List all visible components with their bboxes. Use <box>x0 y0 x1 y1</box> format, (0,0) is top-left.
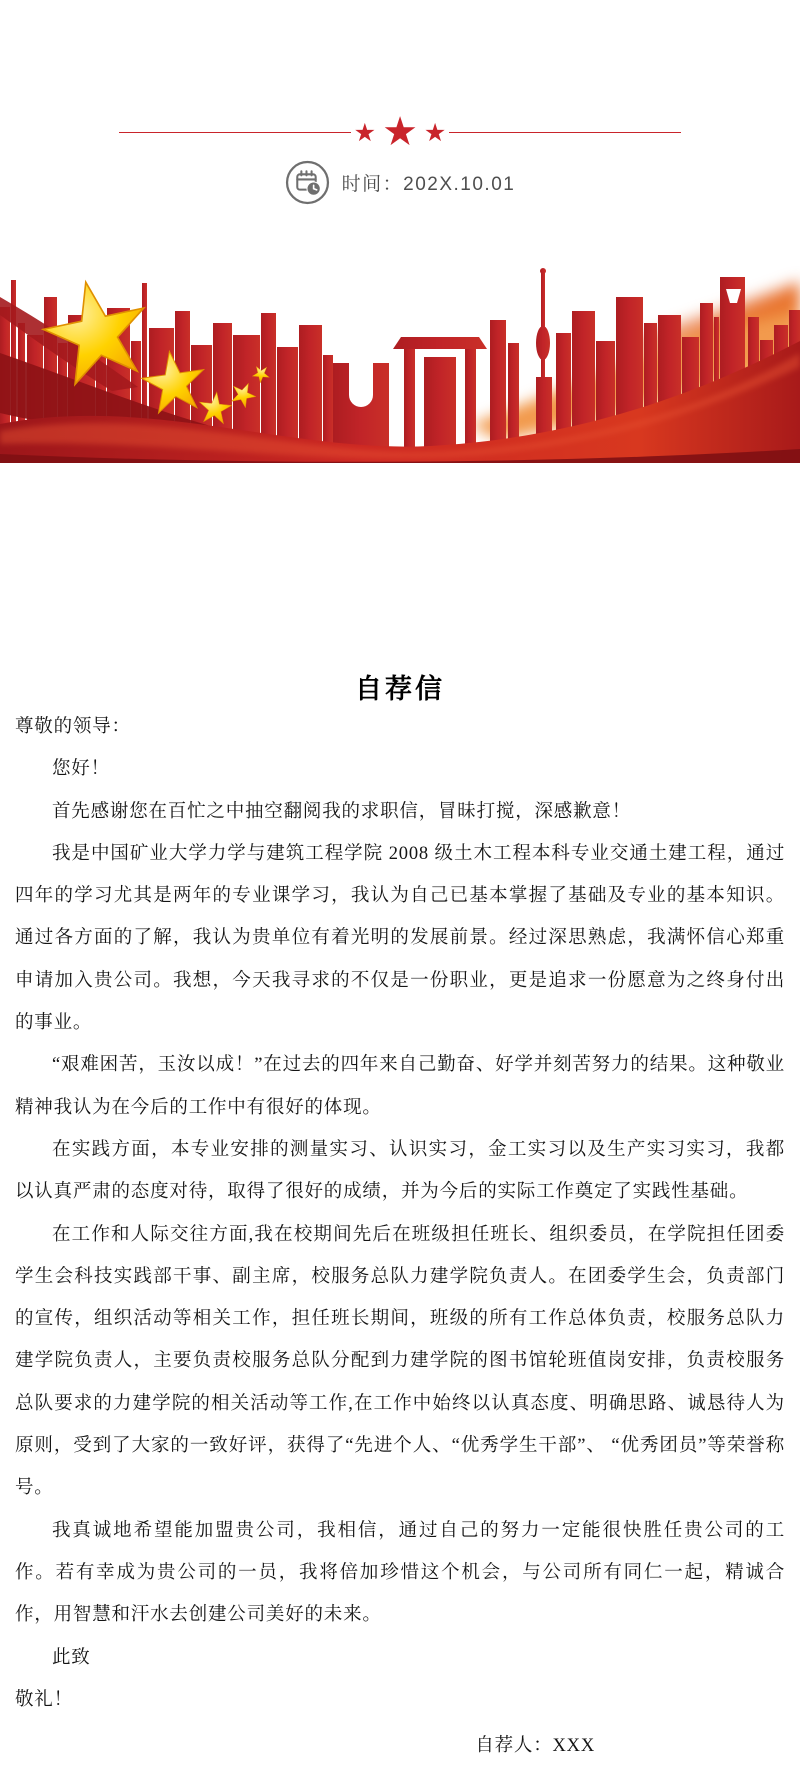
letter-paragraph: 在工作和人际交往方面,我在校期间先后在班级担任班长、组织委员，在学院担任团委学生会科技实践部干事、副主席，校服务总队力建学院负责人。在团委学生会，负责部门的宣传，组织活动等相关工作，担任班长期间，班级的所有工作总体负责，校服务总队力建学院负责人，主要负责校服务总队分配到力建学院的图书馆轮班值岗安排，负责校服务总队要求的力建学院的相关活动等工作,在工作中始终以认真态度、明确思路、诚恳待人为原则，受到了大家的一致好评，获得了“先进个人、“优秀学生干部”、 “优秀团员”等荣誉称号。 <box>15 1224 785 1499</box>
star-divider <box>0 109 800 155</box>
letter-paragraph: 我真诚地希望能加盟贵公司，我相信，通过自己的努力一定能很快胜任贵公司的工作。若有幸成为贵公司的一员，我将倍加珍惜这个机会，与公司所有同仁一起，精诚合作，用智慧和汗水去创建公司美好的未来。 <box>15 1520 785 1626</box>
salutation: 尊敬的领导： <box>15 717 131 737</box>
letter-title: 自荐信 <box>355 674 445 704</box>
star-icon: ★ <box>423 117 447 147</box>
star-icon: ★ <box>382 109 418 155</box>
divider-line-right <box>449 132 681 133</box>
letter-paragraph: 首先感谢您在百忙之中抽空翻阅我的求职信，冒昧打搅，深感歉意！ <box>52 801 632 822</box>
divider-line-left <box>119 132 351 133</box>
skyline-arch-notch <box>349 345 373 407</box>
letter-paragraph: 在实践方面，本专业安排的测量实习、认识实习，金工实习以及生产实习实习，我都以认真严肃的态度对待，取得了很好的成绩，并为今后的实际工作奠定了实践性基础。 <box>15 1139 785 1203</box>
star-icon: ★ <box>353 117 377 147</box>
calendar-clock-icon <box>285 160 330 205</box>
letter-body <box>15 463 785 1767</box>
closing-respect: 此致 <box>52 1647 91 1668</box>
time-label: 时间：202X.10.01 <box>341 174 516 195</box>
letter-paragraph: “艰难困苦，玉汝以成！”在过去的四年来自己勤奋、好学并刻苦努力的结果。这种敬业精神我认为在今后的工作中有很好的体现。 <box>15 1055 785 1118</box>
time-row <box>0 160 800 205</box>
closing-salute: 敬礼！ <box>15 1689 73 1710</box>
signature: 自荐人：XXX <box>475 1736 595 1757</box>
letter-paragraph: 我是中国矿业大学力学与建筑工程学院 2008 级土木工程本科专业交通土建工程，通过四年的学习尤其是两年的专业课学习，我认为自己已基本掌握了基础及专业的基本知识。通过各方面的了解，我认为贵单位有着光明的发展前景。经过深思熟虑，我满怀信心郑重申请加入贵公司。我想，今天我寻求的不仅是一份职业，更是追求一份愿意为之终身付出的事业。 <box>15 843 785 1034</box>
banner-artwork <box>0 225 800 463</box>
letter-paragraph: 您好！ <box>52 759 110 780</box>
